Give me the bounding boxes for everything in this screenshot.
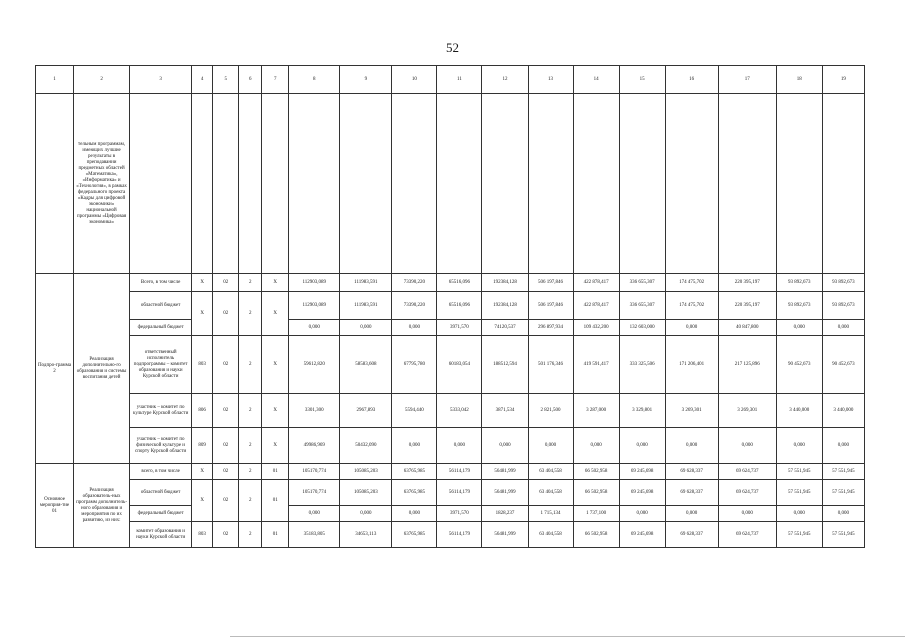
code-cell: X [192,464,213,480]
value-cell: 0,000 [392,428,437,464]
value-cell: 58583,608 [340,336,392,394]
code-cell: 2 [239,394,262,428]
value-cell: 57 551,945 [776,464,822,480]
value-cell: 0,000 [718,506,776,522]
value-cell: 65516,096 [437,274,482,292]
value-cell: 0,000 [340,320,392,336]
value-cell: 0,000 [289,320,340,336]
code-cell: X [262,336,289,394]
value-cell: 69 245,698 [619,464,665,480]
value-cell: 0,000 [718,428,776,464]
value-cell: 0,000 [619,428,665,464]
row-label: участник – комитет по культуре Курской области [130,394,192,428]
value-cell: 217 125,896 [718,336,776,394]
value-cell: 171 206,401 [665,336,718,394]
table-cell [528,94,573,274]
row-label: Всего, в том числе [130,274,192,292]
value-cell: 0,000 [482,428,528,464]
value-cell: 0,000 [665,428,718,464]
code-cell: 809 [192,428,213,464]
header-cell: 7 [262,66,289,94]
value-cell: 105170,774 [289,480,340,506]
value-cell: 5594,440 [392,394,437,428]
value-cell: 69 628,337 [665,522,718,548]
value-cell: 93 892,673 [822,292,864,320]
value-cell: 93 892,673 [822,274,864,292]
value-cell: 1828,237 [482,506,528,522]
header-cell: 3 [130,66,192,94]
value-cell: 57 551,945 [776,480,822,506]
value-cell: 506 197,846 [528,274,573,292]
value-cell: 506 197,846 [528,292,573,320]
row-label: федеральный бюджет [130,320,192,336]
row-label: комитет образования и науки Курской области [130,522,192,548]
value-cell: 93 892,673 [776,274,822,292]
code-cell: 2 [239,336,262,394]
value-cell: 69 628,337 [665,480,718,506]
value-cell: 3301,300 [289,394,340,428]
value-cell: 0,000 [665,506,718,522]
page-number: 52 [446,40,459,55]
program-name: Реализация образователь-ных программ дополнитель-ного образования и мероприятия по их развитию, из них: [74,464,130,548]
table-row [36,428,865,464]
header-cell: 10 [392,66,437,94]
code-cell: X [192,292,213,336]
value-cell: 0,000 [665,320,718,336]
value-cell: 56481,999 [482,522,528,548]
value-cell: 3 440,000 [822,394,864,428]
value-cell: 67795,780 [392,336,437,394]
value-cell: 3871,534 [482,394,528,428]
value-cell: 105085,203 [340,480,392,506]
header-cell: 11 [437,66,482,94]
header-cell: 6 [239,66,262,94]
value-cell: 422 878,417 [573,274,619,292]
row-label: участник – комитет по физической культуре и спорту Курской области [130,428,192,464]
table-cell [619,94,665,274]
table-row [36,522,865,548]
value-cell: 74120,537 [482,320,528,336]
code-cell: 2 [239,274,262,292]
continuation-text: тельным программам, имеющих лучшие результаты в преподавании предметных областей «Математика», «Информатика» и «Технология», в рамках федерального проекта «Кадры для цифровой экономики» национальной программы «Цифровая экономика» [74,94,130,274]
header-cell: 4 [192,66,213,94]
table-row [36,464,865,480]
header-cell: 9 [340,66,392,94]
table-cell [130,94,192,274]
value-cell: 69 624,737 [718,464,776,480]
code-cell: 02 [213,292,239,336]
header-cell: 5 [213,66,239,94]
value-cell: 56481,999 [482,464,528,480]
header-row [36,66,865,94]
value-cell: 66 502,958 [573,522,619,548]
value-cell: 50432,090 [340,428,392,464]
table-cell [822,94,864,274]
table-row [36,394,865,428]
value-cell: 192384,128 [482,292,528,320]
value-cell: 336 655,307 [619,274,665,292]
code-cell: 02 [213,480,239,522]
value-cell: 109 432,200 [573,320,619,336]
value-cell: 63765,985 [392,464,437,480]
value-cell: 111983,591 [340,274,392,292]
value-cell: 56114,179 [437,480,482,506]
code-cell: 2 [239,522,262,548]
code-cell: 803 [192,336,213,394]
row-label: ответственный исполнитель подпрограммы – комитет образования и науки Курской области [130,336,192,394]
code-cell: 02 [213,274,239,292]
value-cell: 63 404,558 [528,522,573,548]
value-cell: 1 715,134 [528,506,573,522]
value-cell: 56114,179 [437,522,482,548]
value-cell: 35183,805 [289,522,340,548]
value-cell: 174 475,702 [665,292,718,320]
code-cell: X [262,394,289,428]
value-cell: 34653,113 [340,522,392,548]
value-cell: 1 737,100 [573,506,619,522]
value-cell: 220 395,197 [718,292,776,320]
value-cell: 0,000 [776,428,822,464]
table-cell [437,94,482,274]
value-cell: 57 551,945 [822,522,864,548]
header-cell: 8 [289,66,340,94]
value-cell: 0,000 [289,506,340,522]
value-cell: 3 269,301 [718,394,776,428]
code-cell: X [192,480,213,522]
value-cell: 112903,089 [289,274,340,292]
header-cell: 19 [822,66,864,94]
value-cell: 333 325,506 [619,336,665,394]
value-cell: 419 591,417 [573,336,619,394]
value-cell: 0,000 [776,506,822,522]
code-cell: X [262,274,289,292]
value-cell: 56114,179 [437,464,482,480]
value-cell: 69 624,737 [718,480,776,506]
value-cell: 56481,999 [482,480,528,506]
value-cell: 3 440,000 [776,394,822,428]
value-cell: 5333,042 [437,394,482,428]
value-cell: 90 452,673 [822,336,864,394]
value-cell: 2 821,500 [528,394,573,428]
header-cell: 15 [619,66,665,94]
table-row [36,506,865,522]
code-cell: 02 [213,336,239,394]
program-code: Основное мероприя-тие 01 [36,464,74,548]
value-cell: 336 655,307 [619,292,665,320]
value-cell: 105170,774 [289,464,340,480]
value-cell: 2967,893 [340,394,392,428]
table-body [36,66,865,548]
value-cell: 174 475,702 [665,274,718,292]
value-cell: 69 245,698 [619,522,665,548]
value-cell: 0,000 [573,428,619,464]
value-cell: 66 502,958 [573,480,619,506]
value-cell: 66 502,958 [573,464,619,480]
value-cell: 0,000 [822,506,864,522]
value-cell: 422 878,417 [573,292,619,320]
value-cell: 69 624,737 [718,522,776,548]
budget-table [35,65,865,548]
value-cell: 57 551,945 [776,522,822,548]
header-cell: 18 [776,66,822,94]
table-cell [213,94,239,274]
table-cell [573,94,619,274]
code-cell: 02 [213,464,239,480]
table-row [36,320,865,336]
value-cell: 3 329,801 [619,394,665,428]
table-cell [239,94,262,274]
value-cell: 73390,220 [392,274,437,292]
table-row [36,292,865,320]
value-cell: 0,000 [619,506,665,522]
value-cell: 111983,591 [340,292,392,320]
value-cell: 60183,054 [437,336,482,394]
value-cell: 59612,820 [289,336,340,394]
value-cell: 63765,985 [392,522,437,548]
table-cell [262,94,289,274]
header-cell: 1 [36,66,74,94]
table-cell [718,94,776,274]
row-label: всего, в том числе [130,464,192,480]
table-row [36,336,865,394]
code-cell: X [262,428,289,464]
table-cell [340,94,392,274]
value-cell: 69 628,337 [665,464,718,480]
value-cell: 188512,594 [482,336,528,394]
value-cell: 0,000 [822,320,864,336]
value-cell: 105085,203 [340,464,392,480]
value-cell: 3971,570 [437,320,482,336]
value-cell: 49986,969 [289,428,340,464]
header-cell: 16 [665,66,718,94]
code-cell: 01 [262,464,289,480]
header-cell: 17 [718,66,776,94]
bottom-rule [230,636,905,637]
value-cell: 57 551,945 [822,464,864,480]
program-code: Подпро-грамма 2 [36,274,74,464]
table-cell [192,94,213,274]
value-cell: 296 897,934 [528,320,573,336]
value-cell: 0,000 [340,506,392,522]
row-label: областной бюджет [130,292,192,320]
row-label: федеральный бюджет [130,506,192,522]
code-cell: 01 [262,480,289,522]
value-cell: 192384,128 [482,274,528,292]
continuation-row [36,94,865,274]
program-name: Реализация дополнительно-го образования и системы воспитания детей [74,274,130,464]
value-cell: 501 176,346 [528,336,573,394]
value-cell: 63765,985 [392,480,437,506]
code-cell: 01 [262,522,289,548]
table-cell [776,94,822,274]
value-cell: 132 603,000 [619,320,665,336]
table-cell [289,94,340,274]
header-cell: 12 [482,66,528,94]
value-cell: 220 395,197 [718,274,776,292]
table-cell [36,94,74,274]
value-cell: 0,000 [392,320,437,336]
table-cell [482,94,528,274]
header-cell: 13 [528,66,573,94]
value-cell: 73390,220 [392,292,437,320]
code-cell: 02 [213,522,239,548]
code-cell: 803 [192,522,213,548]
header-cell: 2 [74,66,130,94]
value-cell: 112903,089 [289,292,340,320]
value-cell: 0,000 [392,506,437,522]
value-cell: 63 404,558 [528,464,573,480]
code-cell: 2 [239,292,262,336]
value-cell: 93 892,673 [776,292,822,320]
value-cell: 69 245,698 [619,480,665,506]
table-cell [665,94,718,274]
value-cell: 65516,096 [437,292,482,320]
code-cell: X [192,274,213,292]
value-cell: 0,000 [528,428,573,464]
table-row [36,274,865,292]
table-cell [392,94,437,274]
value-cell: 90 452,673 [776,336,822,394]
value-cell: 3 269,301 [665,394,718,428]
value-cell: 63 404,558 [528,480,573,506]
value-cell: 3 287,000 [573,394,619,428]
code-cell: 2 [239,428,262,464]
value-cell: 0,000 [776,320,822,336]
header-cell: 14 [573,66,619,94]
row-label: областной бюджет [130,480,192,506]
code-cell: 806 [192,394,213,428]
code-cell: X [262,292,289,336]
table-row [36,480,865,506]
value-cell: 40 847,800 [718,320,776,336]
code-cell: 02 [213,394,239,428]
code-cell: 2 [239,480,262,522]
value-cell: 3971,570 [437,506,482,522]
code-cell: 2 [239,464,262,480]
value-cell: 57 551,945 [822,480,864,506]
value-cell: 0,000 [822,428,864,464]
value-cell: 0,000 [437,428,482,464]
code-cell: 02 [213,428,239,464]
